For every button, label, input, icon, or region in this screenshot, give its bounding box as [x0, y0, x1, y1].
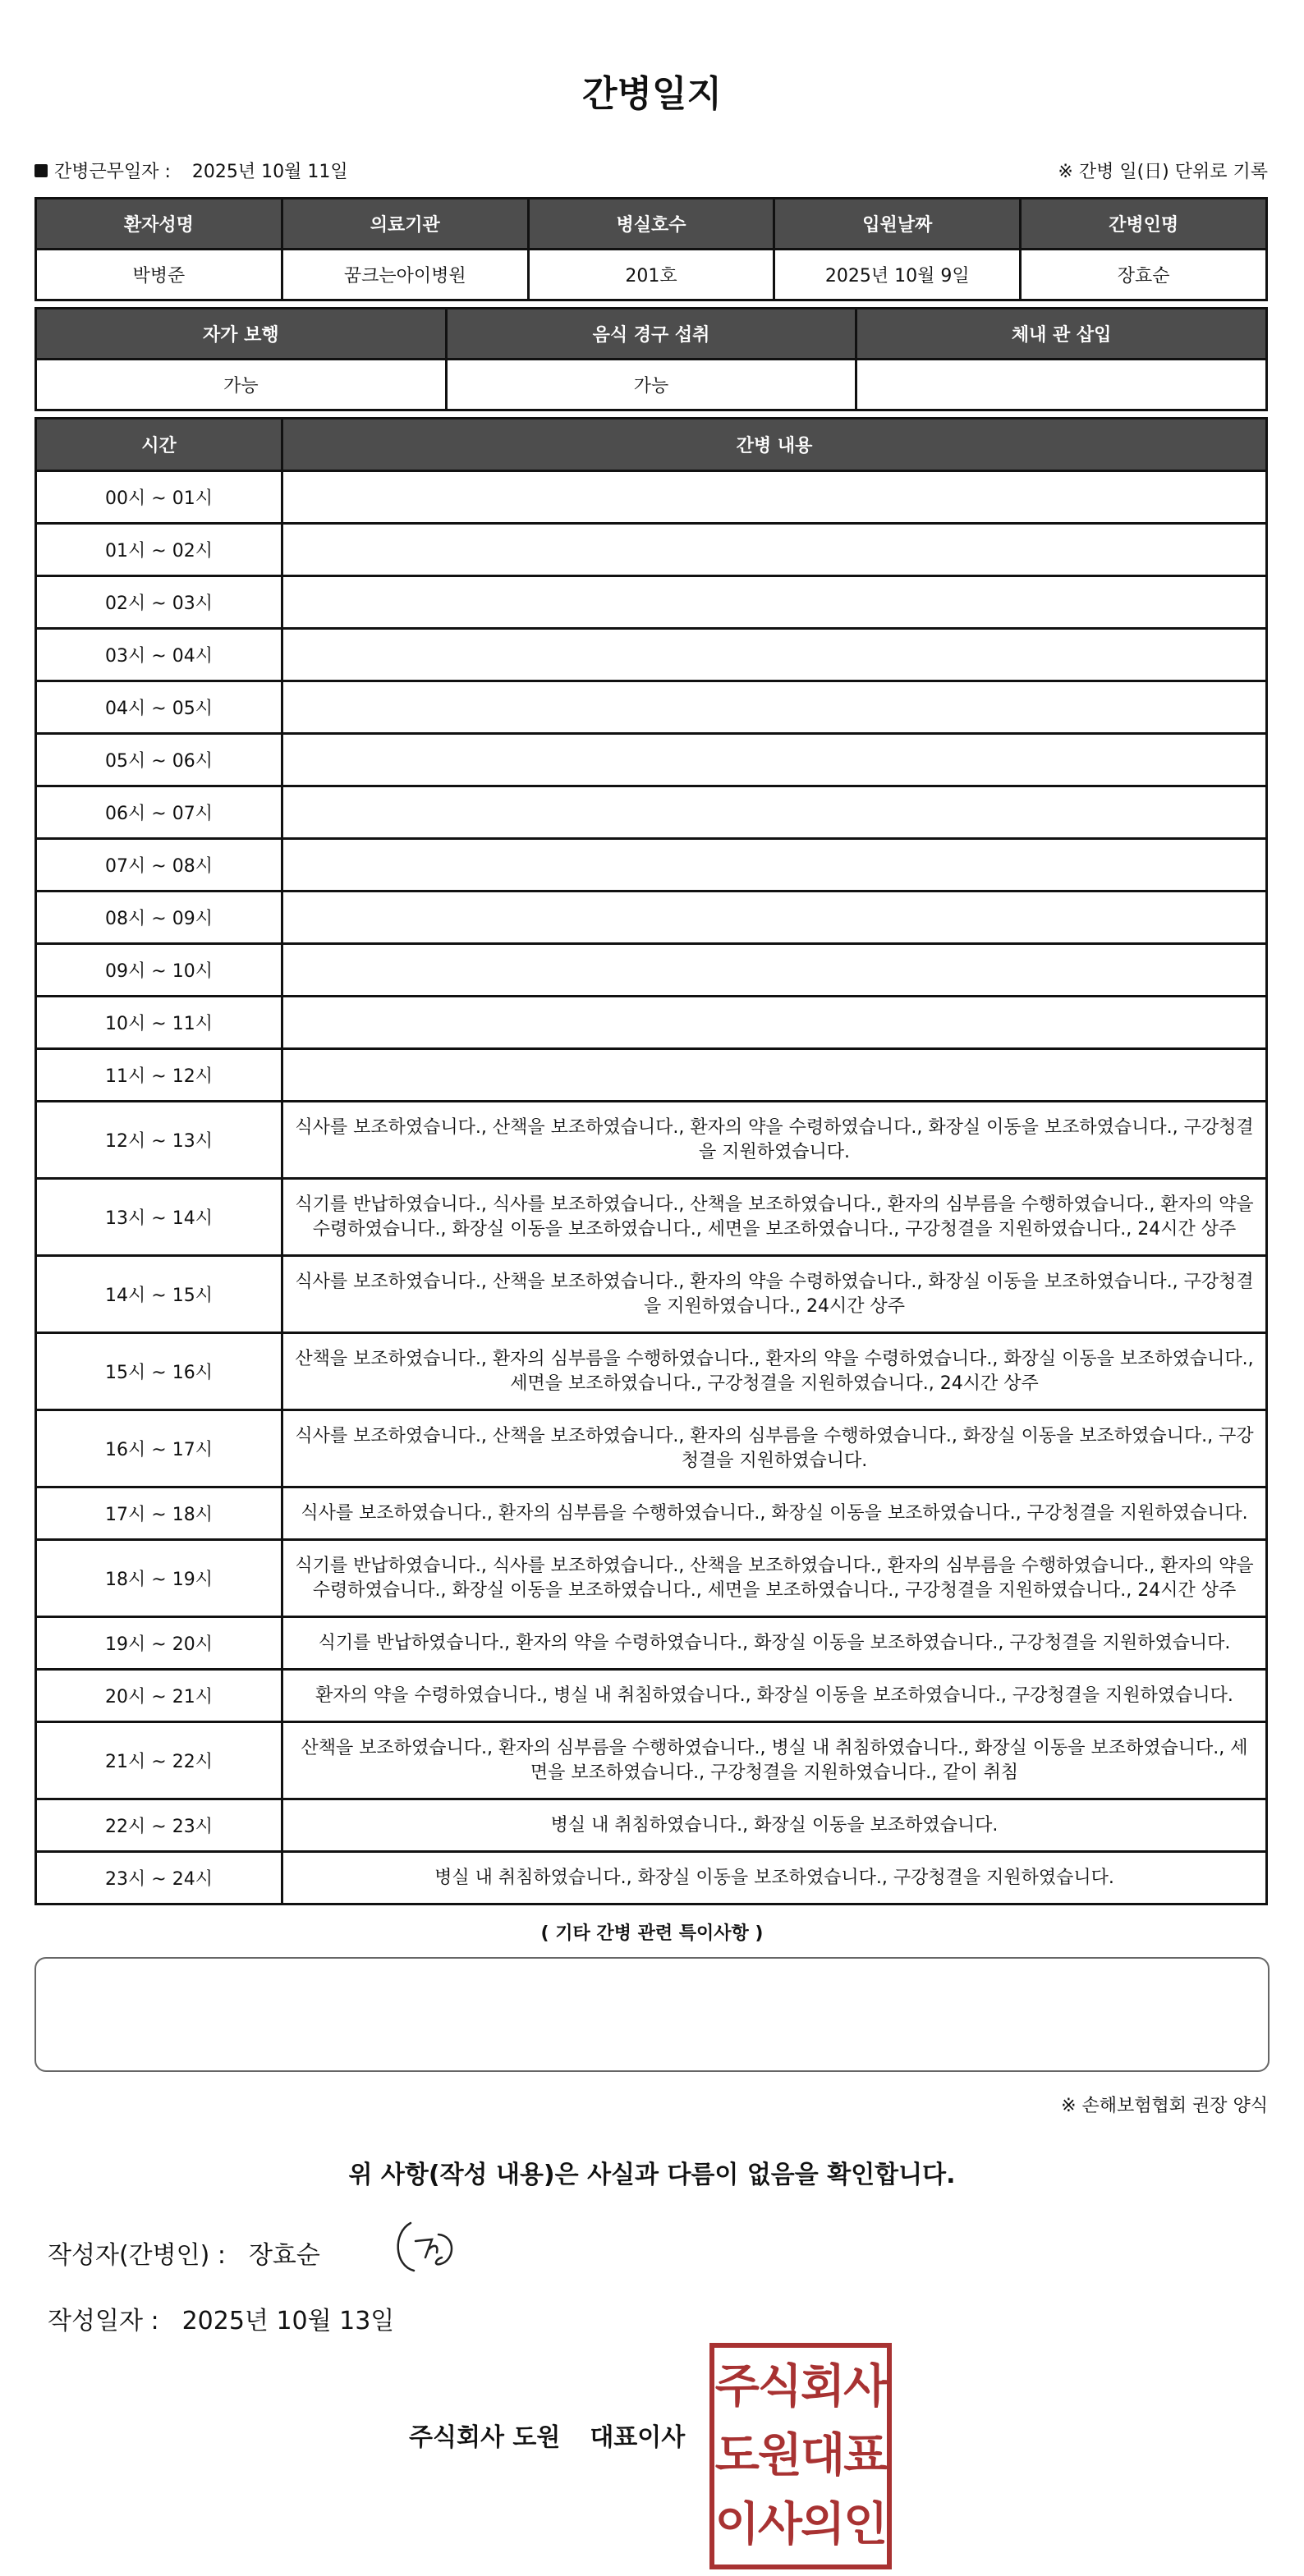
content-cell [282, 576, 1267, 629]
table-row [36, 1617, 1267, 1670]
table-row [36, 471, 1267, 524]
caregiver-name: 장효순 [1021, 250, 1267, 300]
written-date-value: 2025년 10월 13일 [181, 2307, 395, 2335]
content-cell: 식사를 보조하였습니다., 산책을 보조하였습니다., 환자의 약을 수령하였습니다., 화장실 이동을 보조하였습니다., 구강청결을 지원하였습니다. [282, 1102, 1267, 1179]
written-date-label: 작성일자 : [48, 2307, 159, 2335]
work-date-value: 2025년 10월 11일 [191, 162, 348, 182]
square-bullet-icon [34, 164, 48, 177]
time-cell: 04시 ~ 05시 [36, 681, 282, 734]
content-cell [282, 997, 1267, 1049]
page-title: 간병일지 [581, 73, 722, 115]
time-cell: 01시 ~ 02시 [36, 524, 282, 576]
time-cell: 21시 ~ 22시 [36, 1722, 282, 1799]
content-cell [282, 892, 1267, 944]
table-row [36, 1722, 1267, 1799]
seal-row: 이사의인 [714, 2498, 887, 2551]
oral-intake-value: 가능 [446, 360, 856, 410]
admission-date: 2025년 10월 9일 [774, 250, 1021, 300]
table-row [36, 997, 1267, 1049]
header-oral-intake: 음식 경구 섭취 [446, 309, 856, 360]
time-cell: 20시 ~ 21시 [36, 1670, 282, 1722]
content-cell [282, 524, 1267, 576]
time-cell: 22시 ~ 23시 [36, 1799, 282, 1852]
table-row [36, 839, 1267, 892]
company-seal-stamp [709, 2343, 892, 2569]
header-hospital: 의료기관 [282, 199, 528, 250]
content-cell: 식사를 보조하였습니다., 산책을 보조하였습니다., 환자의 약을 수령하였습니다., 화장실 이동을 보조하였습니다., 구강청결을 지원하였습니다., 24시간 상주 [282, 1256, 1267, 1333]
writer-row [48, 2235, 320, 2271]
content-cell: 병실 내 취침하였습니다., 화장실 이동을 보조하였습니다., 구강청결을 지원하였습니다. [282, 1852, 1267, 1904]
signature-icon [386, 2216, 468, 2279]
content-cell: 병실 내 취침하였습니다., 화장실 이동을 보조하였습니다. [282, 1799, 1267, 1852]
content-cell [282, 1049, 1267, 1102]
header-tube-insertion: 체내 관 삽입 [856, 309, 1267, 360]
content-cell: 산책을 보조하였습니다., 환자의 심부름을 수행하였습니다., 환자의 약을 수령하였습니다., 화장실 이동을 보조하였습니다., 세면을 보조하였습니다., 구강청결을 지원하였습니다., 24시간 상주 [282, 1333, 1267, 1410]
content-cell [282, 471, 1267, 524]
table-row [36, 1410, 1267, 1487]
table-row [36, 786, 1267, 839]
table-row [36, 1487, 1267, 1540]
room-number: 201호 [528, 250, 774, 300]
table-row [36, 1256, 1267, 1333]
header-caregiver-name: 간병인명 [1021, 199, 1267, 250]
patient-info-table [34, 197, 1268, 301]
writer-label: 작성자(간병인) : [48, 2241, 226, 2270]
content-cell [282, 734, 1267, 786]
patient-status-table [34, 307, 1268, 411]
table-row [36, 1102, 1267, 1179]
content-cell: 식사를 보조하였습니다., 산책을 보조하였습니다., 환자의 심부름을 수행하였습니다., 화장실 이동을 보조하였습니다., 구강청결을 지원하였습니다. [282, 1410, 1267, 1487]
header-time: 시간 [36, 419, 282, 471]
content-cell: 식기를 반납하였습니다., 환자의 약을 수령하였습니다., 화장실 이동을 보조하였습니다., 구강청결을 지원하였습니다. [282, 1617, 1267, 1670]
hospital-name: 꿈크는아이병원 [282, 250, 528, 300]
header-admission-date: 입원날짜 [774, 199, 1021, 250]
table-row [36, 1540, 1267, 1617]
table-row [36, 1670, 1267, 1722]
content-cell: 식기를 반납하였습니다., 식사를 보조하였습니다., 산책을 보조하였습니다., 환자의 심부름을 수행하였습니다., 환자의 약을 수령하였습니다., 화장실 이동을 보조하였습니다., 세면을 보조하였습니다., 구강청결을 지원하였습니다., 24시간 상주 [282, 1179, 1267, 1256]
time-cell: 05시 ~ 06시 [36, 734, 282, 786]
time-cell: 14시 ~ 15시 [36, 1256, 282, 1333]
unit-note: ※ 간병 일(日) 단위로 기록 [1058, 162, 1268, 182]
tube-insertion-value [856, 360, 1267, 410]
self-walking-value: 가능 [36, 360, 447, 410]
table-row [36, 1852, 1267, 1904]
time-cell: 03시 ~ 04시 [36, 629, 282, 681]
content-cell [282, 629, 1267, 681]
table-row [36, 681, 1267, 734]
content-cell [282, 681, 1267, 734]
header-room: 병실호수 [528, 199, 774, 250]
time-cell: 18시 ~ 19시 [36, 1540, 282, 1617]
time-cell: 00시 ~ 01시 [36, 471, 282, 524]
special-notes-title: ( 기타 간병 관련 특이사항 ) [540, 1923, 764, 1944]
table-row [36, 944, 1267, 997]
writer-name: 장효순 [248, 2241, 320, 2270]
content-cell [282, 839, 1267, 892]
content-cell [282, 786, 1267, 839]
seal-row: 주식회사 [714, 2360, 887, 2413]
content-cell: 식기를 반납하였습니다., 식사를 보조하였습니다., 산책을 보조하였습니다., 환자의 심부름을 수행하였습니다., 환자의 약을 수령하였습니다., 화장실 이동을 보조하였습니다., 세면을 보조하였습니다., 구강청결을 지원하였습니다., 24시간 상주 [282, 1540, 1267, 1617]
table-row [36, 1179, 1267, 1256]
header-care-content: 간병 내용 [282, 419, 1267, 471]
work-date-row [34, 158, 348, 183]
table-row [36, 576, 1267, 629]
time-cell: 12시 ~ 13시 [36, 1102, 282, 1179]
form-note: ※ 손해보험협회 권장 양식 [1061, 2096, 1268, 2116]
content-cell: 환자의 약을 수령하였습니다., 병실 내 취침하였습니다., 화장실 이동을 보조하였습니다., 구강청결을 지원하였습니다. [282, 1670, 1267, 1722]
company-name: 주식회사 도원 [409, 2423, 561, 2452]
time-cell: 08시 ~ 09시 [36, 892, 282, 944]
special-notes-box [34, 1957, 1270, 2072]
confirmation-text: 위 사항(작성 내용)은 사실과 다름이 없음을 확인합니다. [348, 2161, 956, 2189]
header-patient-name: 환자성명 [36, 199, 282, 250]
time-cell: 16시 ~ 17시 [36, 1410, 282, 1487]
patient-name: 박병준 [36, 250, 282, 300]
work-date-label: 간병근무일자 : [54, 162, 171, 182]
header-self-walking: 자가 보행 [36, 309, 447, 360]
content-cell [282, 944, 1267, 997]
company-signature-line [409, 2417, 685, 2453]
content-cell: 식사를 보조하였습니다., 환자의 심부름을 수행하였습니다., 화장실 이동을 보조하였습니다., 구강청결을 지원하였습니다. [282, 1487, 1267, 1540]
content-cell: 산책을 보조하였습니다., 환자의 심부름을 수행하였습니다., 병실 내 취침하였습니다., 화장실 이동을 보조하였습니다., 세면을 보조하였습니다., 구강청결을 지원하였습니다., 같이 취침 [282, 1722, 1267, 1799]
table-row [36, 1049, 1267, 1102]
written-date-row [48, 2300, 394, 2336]
table-row [36, 892, 1267, 944]
time-cell: 06시 ~ 07시 [36, 786, 282, 839]
table-row [36, 1799, 1267, 1852]
table-row [36, 629, 1267, 681]
time-cell: 09시 ~ 10시 [36, 944, 282, 997]
company-title: 대표이사 [590, 2423, 686, 2452]
time-cell: 19시 ~ 20시 [36, 1617, 282, 1670]
time-cell: 17시 ~ 18시 [36, 1487, 282, 1540]
seal-row: 도원대표 [714, 2429, 887, 2482]
time-cell: 23시 ~ 24시 [36, 1852, 282, 1904]
time-cell: 11시 ~ 12시 [36, 1049, 282, 1102]
time-cell: 15시 ~ 16시 [36, 1333, 282, 1410]
table-row [36, 524, 1267, 576]
time-cell: 07시 ~ 08시 [36, 839, 282, 892]
care-log-table [34, 417, 1268, 1905]
time-cell: 13시 ~ 14시 [36, 1179, 282, 1256]
time-cell: 10시 ~ 11시 [36, 997, 282, 1049]
table-row [36, 1333, 1267, 1410]
table-row [36, 734, 1267, 786]
time-cell: 02시 ~ 03시 [36, 576, 282, 629]
